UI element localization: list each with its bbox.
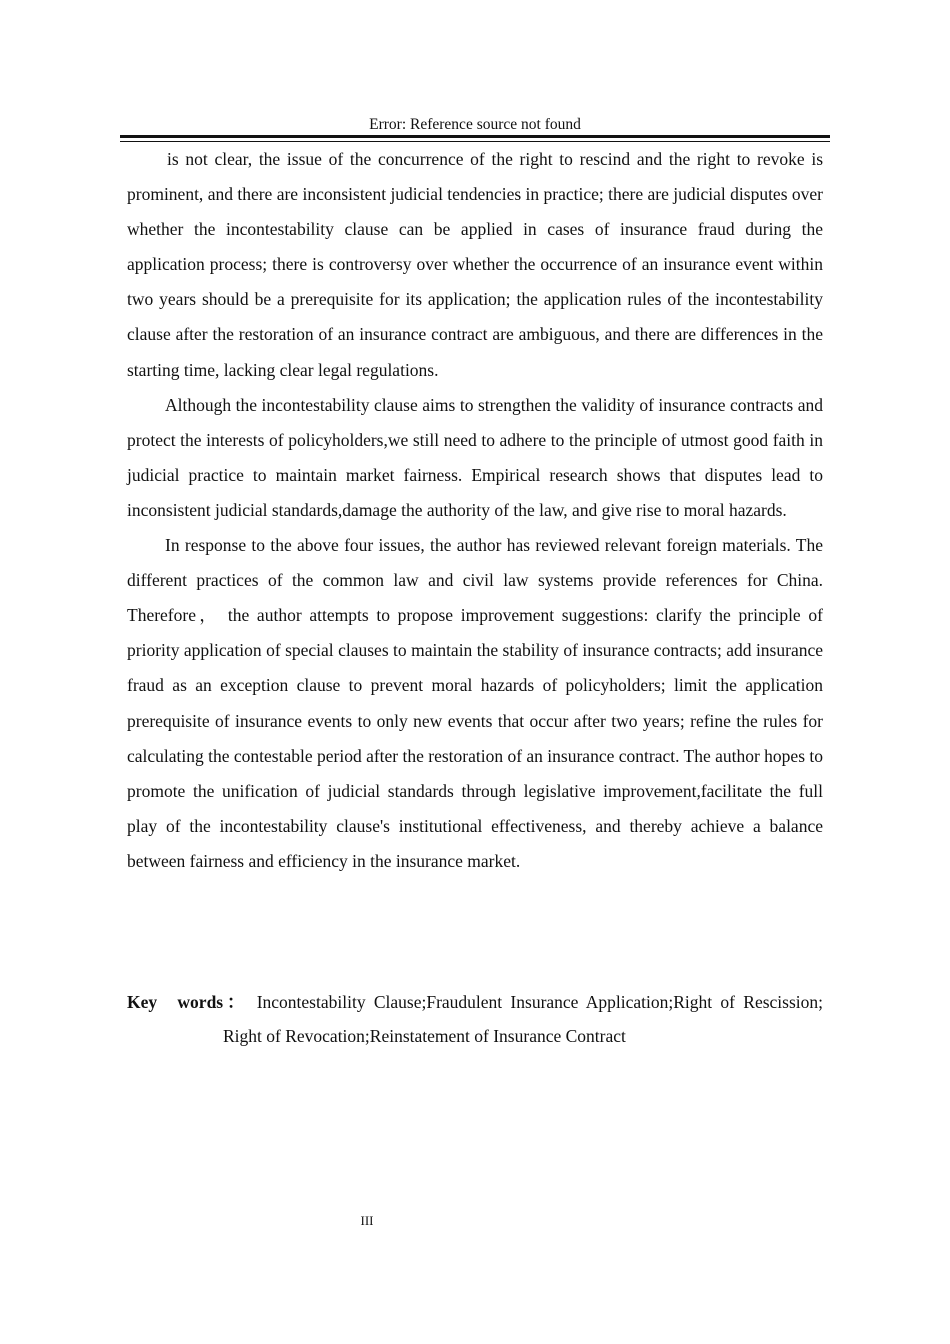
keywords-label: Key words： <box>127 992 249 1012</box>
paragraph-validity: Although the incontestability clause aims to strengthen the validity of insurance contracts and protect the interests of policyholders,we still need to adhere to the principle of utmost good faith in judicial practice to maintain market fairness. Empirical research shows that disputes lead to inconsistent judicial standards,damage the authority of the law, and give rise to moral hazards. <box>127 394 823 520</box>
running-header: Error: Reference source not found <box>369 116 581 133</box>
paragraph-continued: is not clear, the issue of the concurrence of the right to rescind and the right to revoke is prominent, and there are inconsistent judicial tendencies in practice; there are judicial disputes over whether the incontestability clause can be applied in cases of insurance fraud during the application process; there is controversy over whether the occurrence of an insurance event within two years should be a prerequisite for its application; the application rules of the incontestability clause after the restoration of an insurance contract are ambiguous, and there are differences in the starting time, lacking clear legal regulations. <box>127 149 823 380</box>
keywords-block <box>127 985 823 1053</box>
abstract-body <box>127 142 823 879</box>
keywords-list: Incontestability Clause;Fraudulent Insurance Application;Right of Rescission; Right of Revocation;Reinstatement of Insurance Contract <box>223 992 824 1046</box>
page-number: III <box>360 1213 374 1228</box>
header-double-rule <box>120 135 830 142</box>
paragraph-suggestions: In response to the above four issues, the author has reviewed relevant foreign materials. The different practices of the common law and civil law systems provide references for China. Therefore， the author attempts to propose improvement suggestions: clarify the principle of priority application of special clauses to maintain the stability of insurance contracts; add insurance fraud as an exception clause to prevent moral hazards of policyholders; limit the application prerequisite of insurance events to only new events that occur after two years; refine the rules for calculating the contestable period after the restoration of an insurance contract. The author hopes to promote the unification of judicial standards through legislative improvement,facilitate the full play of the incontestability clause's institutional effectiveness, and thereby achieve a balance between fairness and efficiency in the insurance market. <box>127 535 824 871</box>
